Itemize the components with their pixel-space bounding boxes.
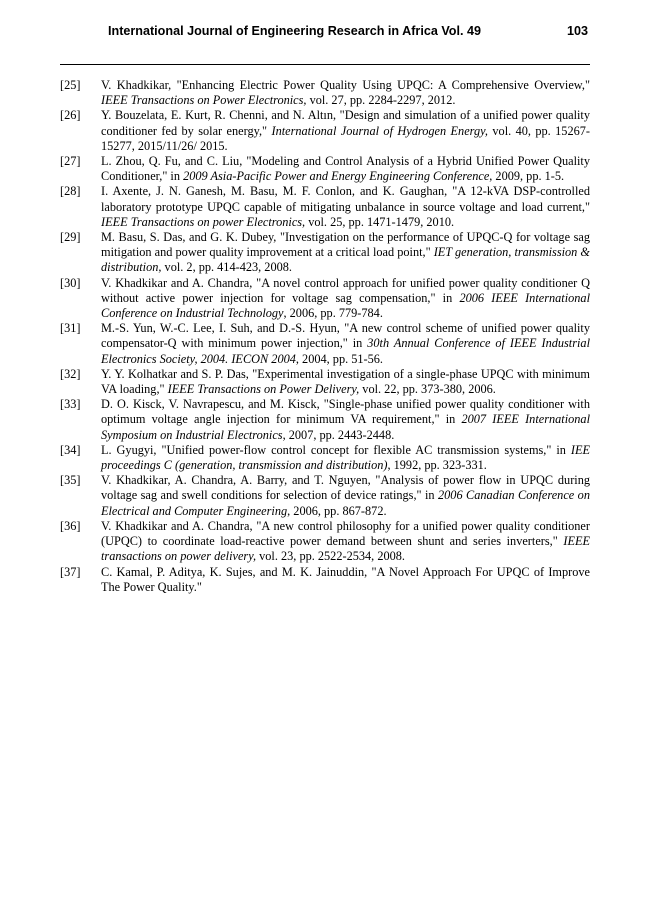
reference-item xyxy=(60,230,590,276)
reference-venue: IEEE transactions on power delivery, xyxy=(101,534,590,564)
reference-venue: IEE proceedings C (generation, transmission and distribution) xyxy=(101,442,590,473)
reference-item xyxy=(60,443,590,473)
reference-item xyxy=(60,108,590,154)
reference-venue: 2006 Canadian Conference on Electrical and Computer Engineering xyxy=(101,488,590,518)
reference-text: M. Basu, S. Das, and G. K. Dubey, "Investigation on the performance of UPQC-Q for voltage sag mitigation and power quality improvement at a critical load point," IET generation, transmission & distribution, vol. 2, pp. 414-423, 2008. xyxy=(101,230,590,275)
reference-number: [31] xyxy=(60,321,81,336)
reference-item xyxy=(60,565,590,595)
reference-item xyxy=(60,473,590,519)
reference-number: [33] xyxy=(60,397,81,412)
reference-number: [26] xyxy=(60,108,81,123)
reference-text: Y. Y. Kolhatkar and S. P. Das, "Experimental investigation of a single-phase UPQC with minimum VA loading," IEEE Transactions on Power Delivery, vol. 22, pp. 373-380, 2006. xyxy=(101,366,590,397)
reference-text: M.-S. Yun, W.-C. Lee, I. Suh, and D.-S. Hyun, "A new control scheme of unified power quality compensator-Q with minimum power injection," in 30th Annual Conference of IEEE Industrial Electronics Society, 2004. IECON 2004, 2004, pp. 51-56. xyxy=(101,321,590,366)
reference-list xyxy=(60,78,590,595)
reference-number: [28] xyxy=(60,184,81,199)
header-divider xyxy=(60,64,590,65)
reference-venue: IEEE Transactions on Power Electronics, xyxy=(101,93,307,108)
reference-text: L. Gyugyi, "Unified power-flow control concept for flexible AC transmission systems," in IEE proceedings C (generation, transmission and distribution), 1992, pp. 323-331. xyxy=(101,442,590,473)
reference-number: [35] xyxy=(60,473,81,488)
reference-number: [37] xyxy=(60,564,81,579)
reference-item xyxy=(60,276,590,322)
reference-item xyxy=(60,184,590,230)
reference-item xyxy=(60,321,590,367)
reference-text: Y. Bouzelata, E. Kurt, R. Chenni, and N. Altın, "Design and simulation of a unified power quality conditioner fed by solar energy," International Journal of Hydrogen Energy, vol. 40, pp. 15267-15277, 2015/11/26/ 2015. xyxy=(101,108,590,153)
reference-text: V. Khadkikar, A. Chandra, A. Barry, and T. Nguyen, "Analysis of power flow in UPQC during voltage sag and swell conditions for selection of device ratings," in 2006 Canadian Conference on Electrical and Computer Engineering, 2006, pp. 867-872. xyxy=(101,473,590,518)
reference-text: I. Axente, J. N. Ganesh, M. Basu, M. F. Conlon, and K. Gaughan, "A 12-kVA DSP-controlled laboratory prototype UPQC capable of mitigating unbalance in source voltage and load current," IEEE Transactions on power Electronics, vol. 25, pp. 1471-1479, 2010. xyxy=(101,184,590,229)
reference-number: [27] xyxy=(60,154,81,169)
reference-item xyxy=(60,397,590,443)
reference-venue: IET generation, transmission & distribution, xyxy=(101,245,590,275)
reference-venue: 2009 Asia-Pacific Power and Energy Engineering Conference xyxy=(183,169,490,184)
reference-number: [34] xyxy=(60,442,81,457)
reference-venue: 2006 IEEE International Conference on Industrial Technology xyxy=(101,290,590,321)
reference-venue: International Journal of Hydrogen Energy, xyxy=(271,123,488,138)
reference-venue: 30th Annual Conference of IEEE Industrial Electronics Society, 2004. IECON 2004 xyxy=(101,336,590,366)
reference-venue: IEEE Transactions on power Electronics, xyxy=(101,214,306,229)
page-number: 103 xyxy=(567,24,589,38)
reference-text: L. Zhou, Q. Fu, and C. Liu, "Modeling and Control Analysis of a Hybrid Unified Power Quality Conditioner," in 2009 Asia-Pacific Power and Energy Engineering Conference, 2009, pp. 1-5. xyxy=(101,154,590,184)
reference-number: [25] xyxy=(60,78,81,92)
reference-item xyxy=(60,519,590,565)
reference-text: C. Kamal, P. Aditya, K. Sujes, and M. K. Jainuddin, "A Novel Approach For UPQC of Improve The Power Quality." xyxy=(101,564,590,594)
reference-number: [36] xyxy=(60,518,81,533)
reference-item xyxy=(60,78,590,108)
reference-number: [32] xyxy=(60,366,81,381)
reference-text: V. Khadkikar, "Enhancing Electric Power Quality Using UPQC: A Comprehensive Overview," IEEE Transactions on Power Electronics, vol. 27, pp. 2284-2297, 2012. xyxy=(101,78,590,108)
reference-item xyxy=(60,367,590,397)
reference-text: D. O. Kisck, V. Navrapescu, and M. Kisck, "Single-phase unified power quality conditioner with optimum voltage angle injection for minimum VA requirement," in 2007 IEEE International Symposium on Industrial Electronics, 2007, pp. 2443-2448. xyxy=(101,397,590,442)
reference-text: V. Khadkikar and A. Chandra, "A novel control approach for unified power quality conditioner Q without active power injection for voltage sag compensation," in 2006 IEEE International Conference on Industrial Technology, 2006, pp. 779-784. xyxy=(101,275,590,321)
running-header-title: International Journal of Engineering Research in Africa Vol. 49 xyxy=(108,24,481,38)
reference-number: [30] xyxy=(60,275,81,290)
reference-item xyxy=(60,154,590,184)
reference-venue: IEEE Transactions on Power Delivery, xyxy=(167,382,360,397)
reference-text: V. Khadkikar and A. Chandra, "A new control philosophy for a unified power quality conditioner (UPQC) to coordinate load-reactive power demand between shunt and series inverters," IEEE transactions on power delivery, vol. 23, pp. 2522-2534, 2008. xyxy=(101,518,590,564)
reference-number: [29] xyxy=(60,230,81,245)
reference-venue: 2007 IEEE International Symposium on Industrial Electronics xyxy=(101,412,590,442)
